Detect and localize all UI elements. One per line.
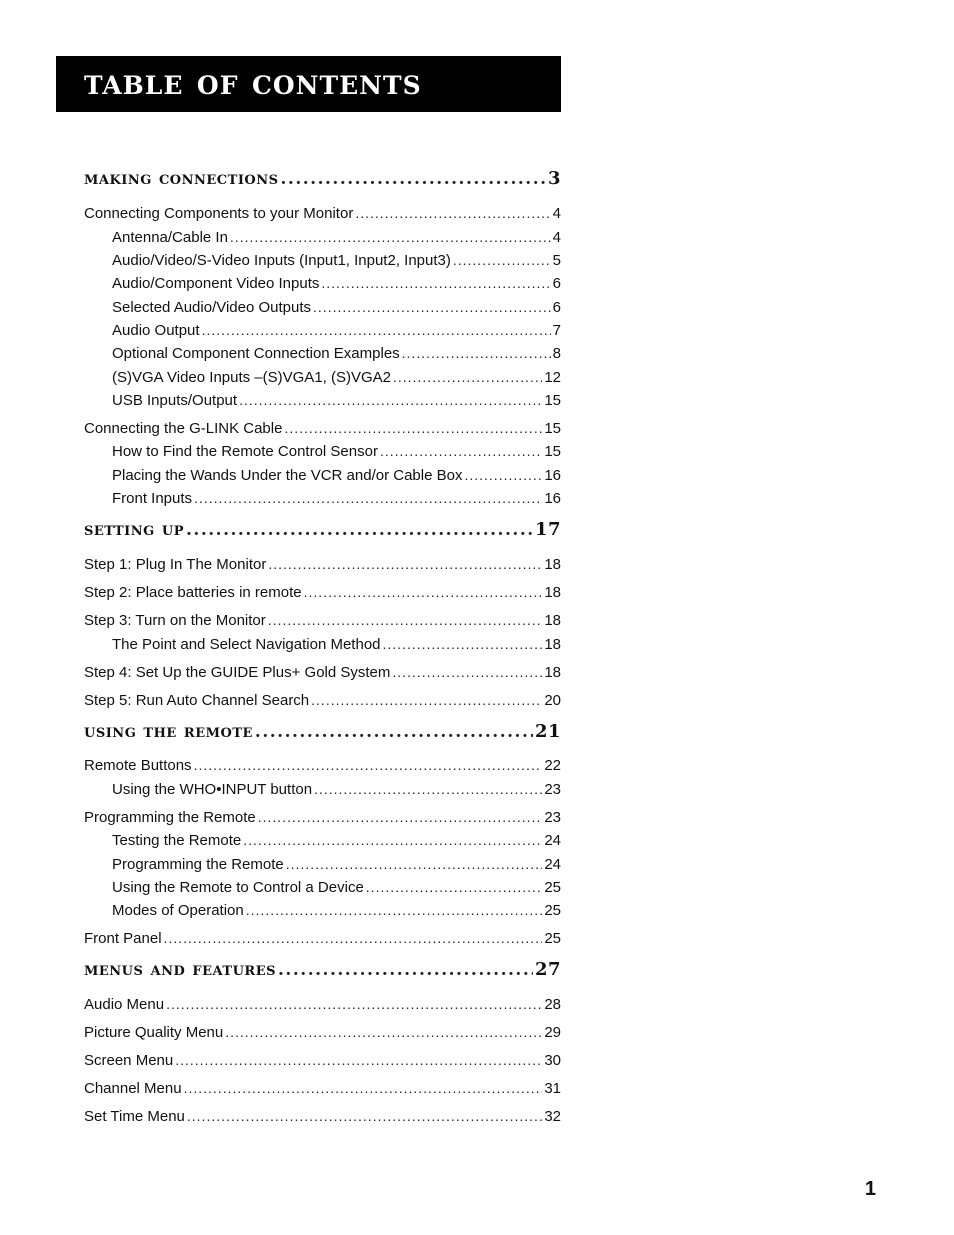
- toc-subentry-page: 25: [544, 902, 561, 919]
- dot-leader: [321, 274, 550, 292]
- dot-leader: [164, 929, 543, 947]
- page-title: table of contents: [84, 61, 422, 103]
- toc-subentry-page: 6: [552, 275, 561, 292]
- dot-leader: [284, 419, 542, 437]
- toc-subentry[interactable]: [112, 901, 561, 920]
- dot-leader: [313, 298, 551, 316]
- section-heading[interactable]: [84, 719, 561, 744]
- dot-leader: [380, 442, 542, 460]
- toc-entry-label: Connecting the G-LINK Cable: [84, 420, 283, 437]
- toc-entry-label: Programming the Remote: [84, 809, 256, 826]
- title-banner: [56, 56, 561, 112]
- section-heading[interactable]: [84, 517, 561, 542]
- dot-leader: [268, 611, 543, 629]
- dot-leader: [366, 878, 543, 896]
- toc-subentry-label: Using the WHO•INPUT button: [112, 781, 313, 798]
- toc-subentry-label: Testing the Remote: [112, 832, 242, 849]
- toc-subentry-page: 18: [544, 636, 561, 653]
- section-heading-page: 3: [547, 168, 561, 189]
- toc-entry[interactable]: [84, 1079, 561, 1098]
- toc-subentry-label: How to Find the Remote Control Sensor: [112, 443, 378, 460]
- toc-entry-page: 18: [544, 556, 561, 573]
- toc-subentry-label: Placing the Wands Under the VCR and/or Cable Box: [112, 467, 463, 484]
- dot-leader: [304, 583, 543, 601]
- toc-subentry[interactable]: [112, 635, 561, 654]
- toc-subentry-page: 24: [544, 856, 561, 873]
- toc-entry-label: Remote Buttons: [84, 757, 192, 774]
- toc-subentry-label: Programming the Remote: [112, 856, 284, 873]
- toc-subentry[interactable]: [112, 321, 561, 340]
- toc-entry[interactable]: [84, 995, 561, 1014]
- toc-entry[interactable]: [84, 756, 561, 775]
- dot-leader: [175, 1051, 542, 1069]
- toc-subentry-page: 8: [552, 345, 561, 362]
- toc-subentry-page: 25: [544, 879, 561, 896]
- toc-entry[interactable]: [84, 583, 561, 602]
- toc-subentry-page: 12: [544, 369, 561, 386]
- toc-subentry-label: Audio Output: [112, 322, 200, 339]
- toc-entry-label: Picture Quality Menu: [84, 1024, 224, 1041]
- toc-subentry[interactable]: [112, 391, 561, 410]
- toc-subentry[interactable]: [112, 298, 561, 317]
- toc-subentry-page: 15: [544, 443, 561, 460]
- toc-subentry-page: 5: [552, 252, 561, 269]
- toc-entry-label: Step 5: Run Auto Channel Search: [84, 692, 310, 709]
- toc-entry[interactable]: [84, 611, 561, 630]
- dot-leader: [311, 691, 542, 709]
- toc-entry-page: 18: [544, 612, 561, 629]
- toc-entry[interactable]: [84, 204, 561, 223]
- dot-leader: [402, 344, 551, 362]
- toc-entry-label: Step 4: Set Up the GUIDE Plus+ Gold System: [84, 664, 391, 681]
- dot-leader: [383, 635, 543, 653]
- toc-subentry-label: Optional Component Connection Examples: [112, 345, 400, 362]
- toc-entry[interactable]: [84, 1051, 561, 1070]
- dot-leader: [230, 228, 551, 246]
- dot-leader: [184, 1079, 543, 1097]
- toc-subentry[interactable]: [112, 442, 561, 461]
- toc-subentry-label: Selected Audio/Video Outputs: [112, 299, 312, 316]
- dot-leader: [314, 780, 542, 798]
- dot-leader: [258, 808, 543, 826]
- dot-leader: [464, 466, 542, 484]
- toc-subentry-label: Audio/Component Video Inputs: [112, 275, 320, 292]
- toc-subentry-page: 4: [552, 229, 561, 246]
- toc-subentry[interactable]: [112, 466, 561, 485]
- dot-leader: [255, 720, 533, 744]
- dot-leader: [187, 1107, 542, 1125]
- toc-subentry-label: Modes of Operation: [112, 902, 244, 919]
- toc-subentry-page: 16: [544, 467, 561, 484]
- dot-leader: [186, 518, 533, 542]
- toc-subentry[interactable]: [112, 831, 561, 850]
- toc-subentry-page: 24: [544, 832, 561, 849]
- section-heading-page: 27: [534, 959, 561, 980]
- dot-leader: [268, 555, 542, 573]
- toc-subentry[interactable]: [112, 228, 561, 247]
- toc-entry-page: 32: [544, 1108, 561, 1125]
- section-heading[interactable]: [84, 166, 561, 191]
- toc-entry[interactable]: [84, 1023, 561, 1042]
- toc-entry-page: 18: [544, 664, 561, 681]
- section-heading-label: setting up: [84, 518, 184, 540]
- dot-leader: [166, 995, 542, 1013]
- toc-entry-label: Step 2: Place batteries in remote: [84, 584, 302, 601]
- toc-subentry-label: Antenna/Cable In: [112, 229, 228, 246]
- toc-entry-page: 23: [544, 809, 561, 826]
- section-heading[interactable]: [84, 957, 561, 982]
- dot-leader: [225, 1023, 542, 1041]
- toc-entry[interactable]: [84, 663, 561, 682]
- dot-leader: [286, 855, 543, 873]
- toc-subentry-label: The Point and Select Navigation Method: [112, 636, 381, 653]
- section-heading-page: 17: [534, 519, 561, 540]
- toc-subentry[interactable]: [112, 344, 561, 363]
- dot-leader: [392, 663, 542, 681]
- section-heading-label: menus and features: [84, 958, 277, 980]
- toc-subentry[interactable]: [112, 251, 561, 270]
- toc-subentry[interactable]: [112, 274, 561, 293]
- toc-entry-page: 18: [544, 584, 561, 601]
- dot-leader: [246, 901, 543, 919]
- toc-subentry-label: USB Inputs/Output: [112, 392, 238, 409]
- toc-entry-page: 22: [544, 757, 561, 774]
- toc-subentry-page: 7: [552, 322, 561, 339]
- dot-leader: [281, 167, 546, 191]
- toc-entry-page: 20: [544, 692, 561, 709]
- toc-entry-page: 15: [544, 420, 561, 437]
- toc-subentry-label: Front Inputs: [112, 490, 193, 507]
- toc-entry[interactable]: [84, 691, 561, 710]
- section-heading-label: using the remote: [84, 720, 253, 742]
- dot-leader: [194, 756, 543, 774]
- dot-leader: [453, 251, 551, 269]
- toc-entry[interactable]: [84, 808, 561, 827]
- toc-subentry[interactable]: [112, 368, 561, 387]
- toc-entry-label: Front Panel: [84, 930, 162, 947]
- toc-entry-label: Step 1: Plug In The Monitor: [84, 556, 267, 573]
- toc-entry-label: Screen Menu: [84, 1052, 174, 1069]
- page-number: 1: [864, 1178, 876, 1200]
- dot-leader: [194, 489, 542, 507]
- dot-leader: [202, 321, 551, 339]
- toc-subentry-label: (S)VGA Video Inputs –(S)VGA1, (S)VGA2: [112, 369, 392, 386]
- toc-entry-page: 31: [544, 1080, 561, 1097]
- toc-entry-label: Audio Menu: [84, 996, 165, 1013]
- dot-leader: [355, 204, 550, 222]
- dot-leader: [243, 831, 542, 849]
- toc-entry-page: 30: [544, 1052, 561, 1069]
- section-heading-label: making connections: [84, 167, 279, 189]
- toc-subentry[interactable]: [112, 780, 561, 799]
- dot-leader: [239, 391, 542, 409]
- toc-entry-label: Step 3: Turn on the Monitor: [84, 612, 266, 629]
- toc-subentry[interactable]: [112, 878, 561, 897]
- toc-subentry-page: 15: [544, 392, 561, 409]
- toc-entry-page: 4: [552, 205, 561, 222]
- toc-subentry-page: 23: [544, 781, 561, 798]
- section-heading-page: 21: [534, 721, 561, 742]
- toc-entry[interactable]: [84, 555, 561, 574]
- toc-subentry-page: 16: [544, 490, 561, 507]
- toc-entry[interactable]: [84, 1107, 561, 1126]
- dot-leader: [393, 368, 542, 386]
- toc-entry[interactable]: [84, 419, 561, 438]
- toc-subentry[interactable]: [112, 855, 561, 874]
- toc-subentry[interactable]: [112, 489, 561, 508]
- toc-entry-page: 28: [544, 996, 561, 1013]
- toc-entry-page: 25: [544, 930, 561, 947]
- dot-leader: [278, 958, 533, 982]
- toc-subentry-page: 6: [552, 299, 561, 316]
- toc-subentry-label: Audio/Video/S-Video Inputs (Input1, Input2, Input3): [112, 252, 451, 269]
- toc-entry[interactable]: [84, 929, 561, 948]
- toc-entry-page: 29: [544, 1024, 561, 1041]
- toc-entry-label: Set Time Menu: [84, 1108, 185, 1125]
- toc-subentry-label: Using the Remote to Control a Device: [112, 879, 364, 896]
- toc-entry-label: Channel Menu: [84, 1080, 182, 1097]
- toc-entry-label: Connecting Components to your Monitor: [84, 205, 354, 222]
